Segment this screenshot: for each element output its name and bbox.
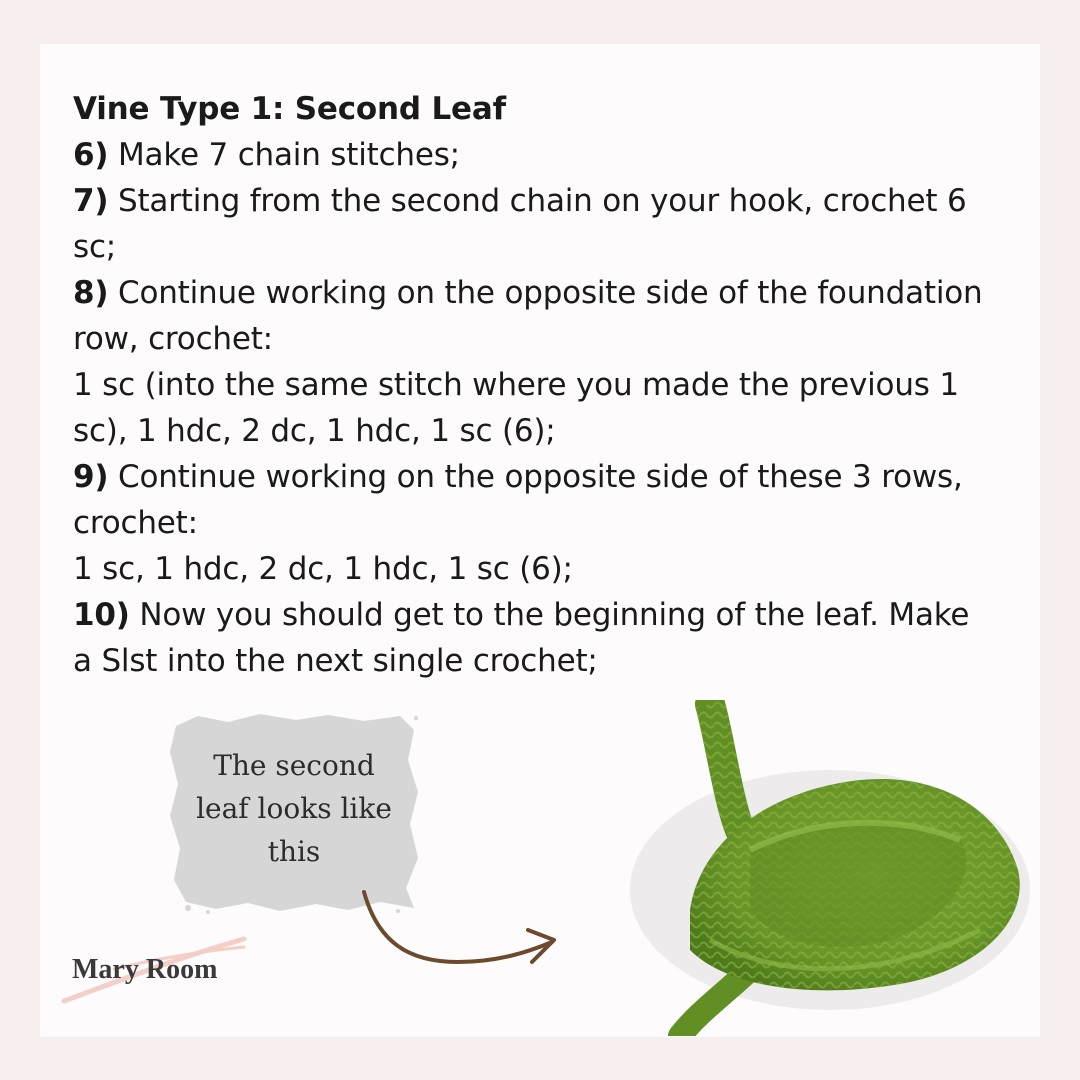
bubble-line: The second	[213, 749, 375, 782]
step-text: 1 sc (into the same stitch where you made the previous 1 sc), 1 hdc, 2 dc, 1 hdc, 1 sc (6);	[73, 367, 959, 449]
step-text: Continue working on the opposite side of these 3 rows, crochet:	[73, 459, 963, 541]
brand-logo: Mary Room	[72, 954, 218, 985]
step-number: 7)	[73, 183, 109, 219]
step-number: 8)	[73, 275, 109, 311]
step-text: 1 sc, 1 hdc, 2 dc, 1 hdc, 1 sc (6);	[73, 551, 573, 587]
step-number: 6)	[73, 137, 109, 173]
step-7	[73, 178, 993, 270]
bubble-line: leaf looks like	[196, 792, 392, 825]
crochet-leaf-image	[560, 700, 1040, 1036]
step-number: 9)	[73, 459, 109, 495]
step-10	[73, 592, 993, 684]
step-8-detail	[73, 362, 993, 454]
step-text: Starting from the second chain on your hook, crochet 6 sc;	[73, 183, 967, 265]
step-9	[73, 454, 993, 546]
page-title: Vine Type 1: Second Leaf	[73, 91, 506, 127]
step-text: Make 7 chain stitches;	[108, 137, 460, 173]
curved-arrow-icon	[358, 882, 568, 992]
bubble-line: this	[267, 835, 321, 868]
instructions	[73, 86, 993, 684]
step-number: 10)	[73, 597, 130, 633]
bubble-caption	[186, 744, 402, 873]
step-text: Now you should get to the beginning of the leaf. Make a Slst into the next single crochet;	[73, 597, 970, 679]
step-6	[73, 132, 993, 178]
step-9-detail	[73, 546, 993, 592]
content-card	[40, 44, 1040, 1037]
step-8	[73, 270, 993, 362]
step-text: Continue working on the opposite side of the foundation row, crochet:	[73, 275, 983, 357]
